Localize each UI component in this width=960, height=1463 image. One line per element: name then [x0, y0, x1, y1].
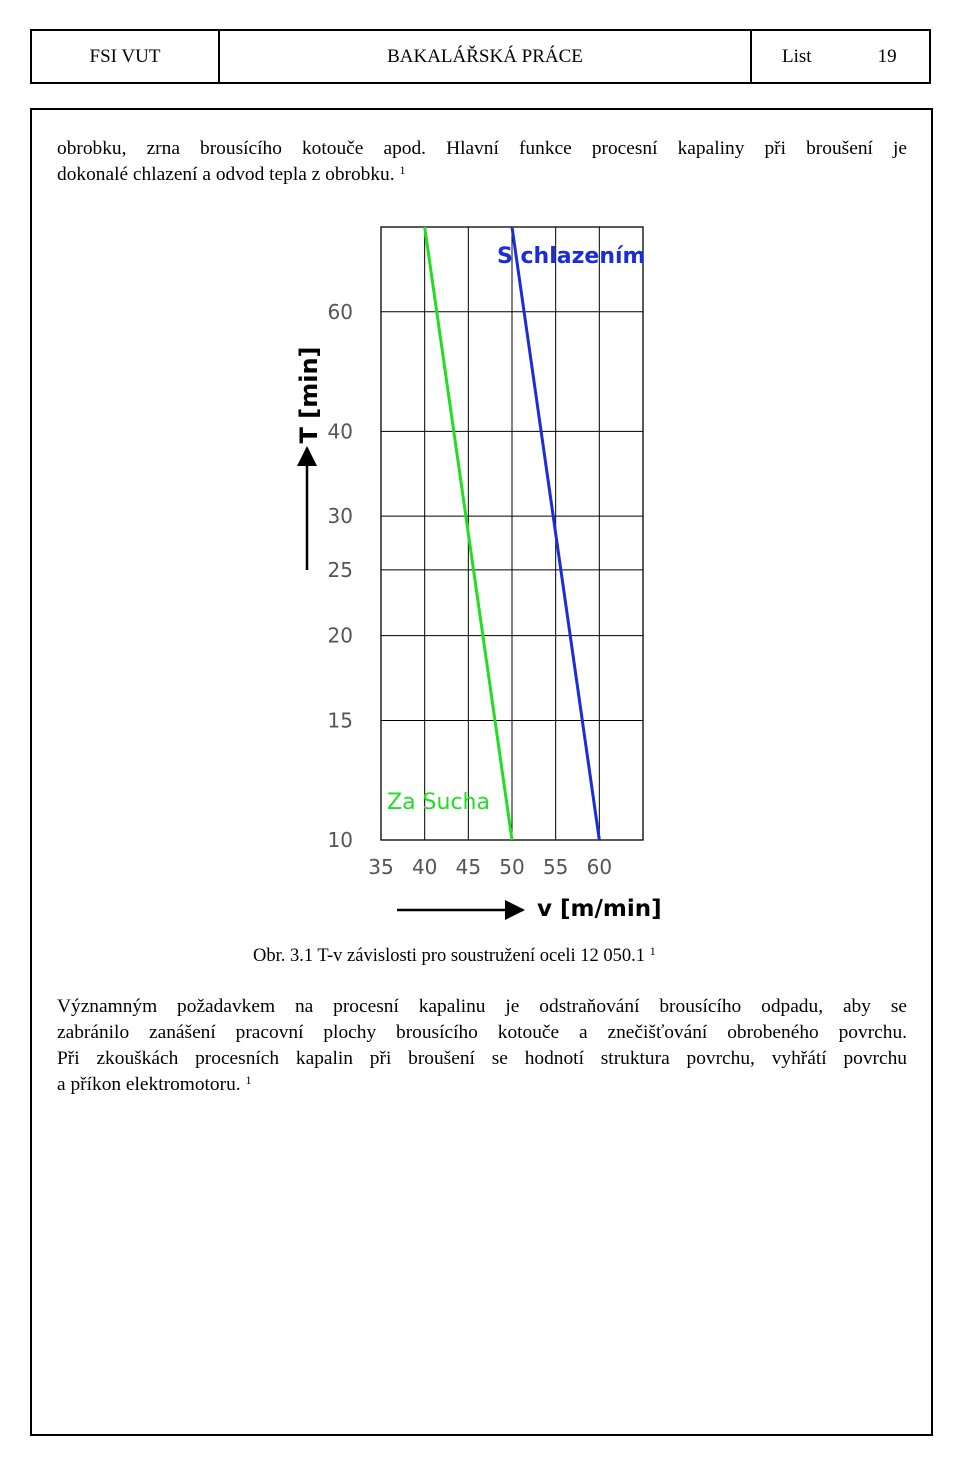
paragraph-intro-line-2 [57, 162, 907, 188]
header-thesis-type: BAKALÁŘSKÁ PRÁCE [220, 31, 752, 82]
x-tick-label: 35 [368, 855, 394, 879]
reference-mark: 1 [245, 1073, 252, 1087]
header-faculty: FSI VUT [32, 31, 220, 82]
series-label-dry: Za Sucha [387, 790, 490, 815]
y-tick-label: 60 [327, 299, 353, 324]
x-tick-label: 55 [542, 855, 569, 879]
paragraph-main-line-3: Při zkouškách procesních kapalin při broušení se hodnotí struktura povrchu, vyhřátí povrchu [57, 1048, 907, 1069]
header-list-label: List [782, 45, 812, 67]
tv-chart-svg [265, 205, 685, 930]
paragraph-main [57, 994, 907, 1098]
y-tick-label: 25 [327, 557, 353, 582]
x-tick-label: 50 [499, 855, 525, 879]
figure-caption-text: Obr. 3.1 T-v závislosti pro soustružení oceli 12 050.1 [253, 946, 646, 966]
y-axis-label: T [min] [295, 346, 323, 444]
page-header [30, 29, 931, 84]
paragraph-main-line-1: Významným požadavkem na procesní kapalinu je odstraňování brousícího odpadu, aby se [57, 996, 907, 1017]
y-tick-label: 40 [327, 419, 353, 444]
caption-reference-mark: 1 [649, 944, 656, 958]
header-page-number: 19 [877, 45, 897, 67]
chart-labels [295, 244, 662, 922]
paragraph-intro-line-1: obrobku, zrna brousícího kotouče apod. Hlavní funkce procesní kapaliny při broušení je [57, 138, 907, 159]
y-tick-label: 20 [327, 623, 353, 648]
reference-mark: 1 [399, 163, 406, 177]
paragraph-main-line-4 [57, 1072, 907, 1098]
header-page-info [752, 31, 929, 82]
y-tick-label: 10 [327, 828, 353, 852]
paragraph-intro-line-2-text: dokonalé chlazení a odvod tepla z obrobku. [57, 164, 395, 185]
y-tick-label: 30 [327, 504, 353, 529]
paragraph-main-line-4-text: a příkon elektromotoru. [57, 1074, 241, 1095]
series-label-cooled: S chlazením [497, 244, 646, 269]
x-tick-label: 45 [455, 855, 482, 879]
x-tick-label: 40 [411, 855, 438, 879]
paragraph-intro [57, 136, 907, 188]
x-axis-label: v [m/min] [537, 896, 662, 922]
paragraph-main-line-2: zabránilo zanášení pracovní plochy brousícího kotouče a znečišťování obrobeného povrchu. [57, 1022, 907, 1043]
figure-tv-chart [265, 205, 685, 930]
chart-grid [381, 227, 646, 840]
y-tick-label: 15 [327, 708, 353, 733]
figure-caption [253, 946, 656, 967]
x-tick-label: 60 [586, 855, 613, 879]
